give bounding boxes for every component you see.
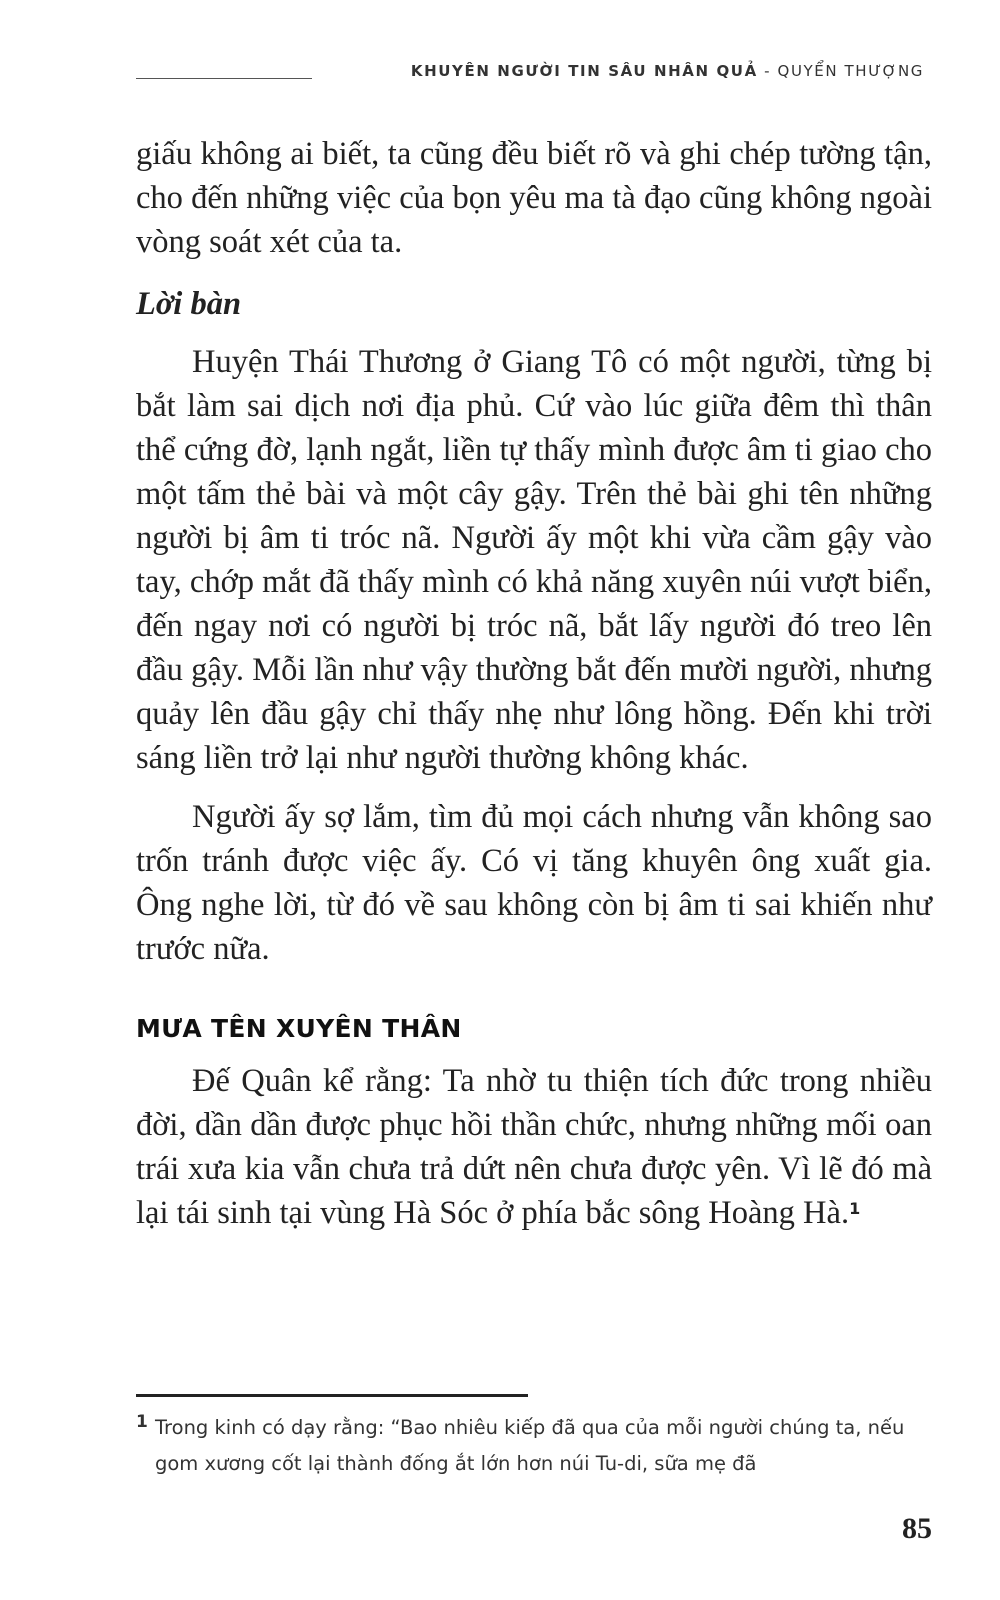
commentary-heading: Lời bàn	[136, 286, 242, 322]
page-body	[136, 132, 932, 1235]
footnote	[136, 1410, 932, 1482]
footnote-reference[interactable]: 1	[849, 1199, 861, 1218]
running-head	[0, 62, 1000, 90]
running-head-separator: -	[757, 62, 778, 80]
section-paragraph	[136, 1059, 932, 1235]
running-head-text	[411, 62, 924, 80]
volume-title: QUYỂN THƯỢNG	[777, 62, 924, 80]
running-head-rule	[136, 78, 312, 79]
page-number: 85	[902, 1512, 932, 1545]
book-title: KHUYÊN NGƯỜI TIN SÂU NHÂN QUẢ	[410, 62, 758, 80]
continuation-paragraph: giấu không ai biết, ta cũng đều biết rõ và ghi chép tường tận, cho đến những việc của bọn yêu ma tà đạo cũng không ngoài vòng soát xét của ta.	[136, 136, 932, 260]
footnote-divider	[136, 1394, 528, 1397]
commentary-paragraph-1: Huyện Thái Thương ở Giang Tô có một người, từng bị bắt làm sai dịch nơi địa phủ. Cứ vào lúc giữa đêm thì thân thể cứng đờ, lạnh ngắt, liền tự thấy mình được âm ti giao cho một tấm thẻ bài và một cây gậy. Trên thẻ bài ghi tên những người bị âm ti tróc nã. Người ấy một khi vừa cầm gậy vào tay, chớp mắt đã thấy mình có khả năng xuyên núi vượt biển, đến ngay nơi có người bị tróc nã, bắt lấy người đó treo lên đầu gậy. Mỗi lần như vậy thường bắt đến mười người, nhưng quảy lên đầu gậy chỉ thấy nhẹ như lông hồng. Đến khi trời sáng liền trở lại như người thường không khác.	[136, 344, 932, 776]
section-paragraph-text: Đế Quân kể rằng: Ta nhờ tu thiện tích đức trong nhiều đời, dần dần được phục hồi thần chức, nhưng những mối oan trái xưa kia vẫn chưa trả dứt nên chưa được yên. Vì lẽ đó mà lại tái sinh tại vùng Hà Sóc ở phía bắc sông Hoàng Hà.	[136, 1063, 932, 1231]
commentary-paragraph-2: Người ấy sợ lắm, tìm đủ mọi cách nhưng vẫn không sao trốn tránh được việc ấy. Có vị tăng khuyên ông xuất gia. Ông nghe lời, từ đó về sau không còn bị âm ti sai khiến như trước nữa.	[136, 799, 932, 967]
footnote-number: 1	[136, 1412, 148, 1432]
section-title: MƯA TÊN XUYÊN THÂN	[136, 1014, 462, 1043]
footnote-text: Trong kinh có dạy rằng: “Bao nhiêu kiếp đã qua của mỗi người chúng ta, nếu gom xương cốt lại thành đống ắt lớn hơn núi Tu-di, sữa mẹ đã	[155, 1416, 905, 1475]
